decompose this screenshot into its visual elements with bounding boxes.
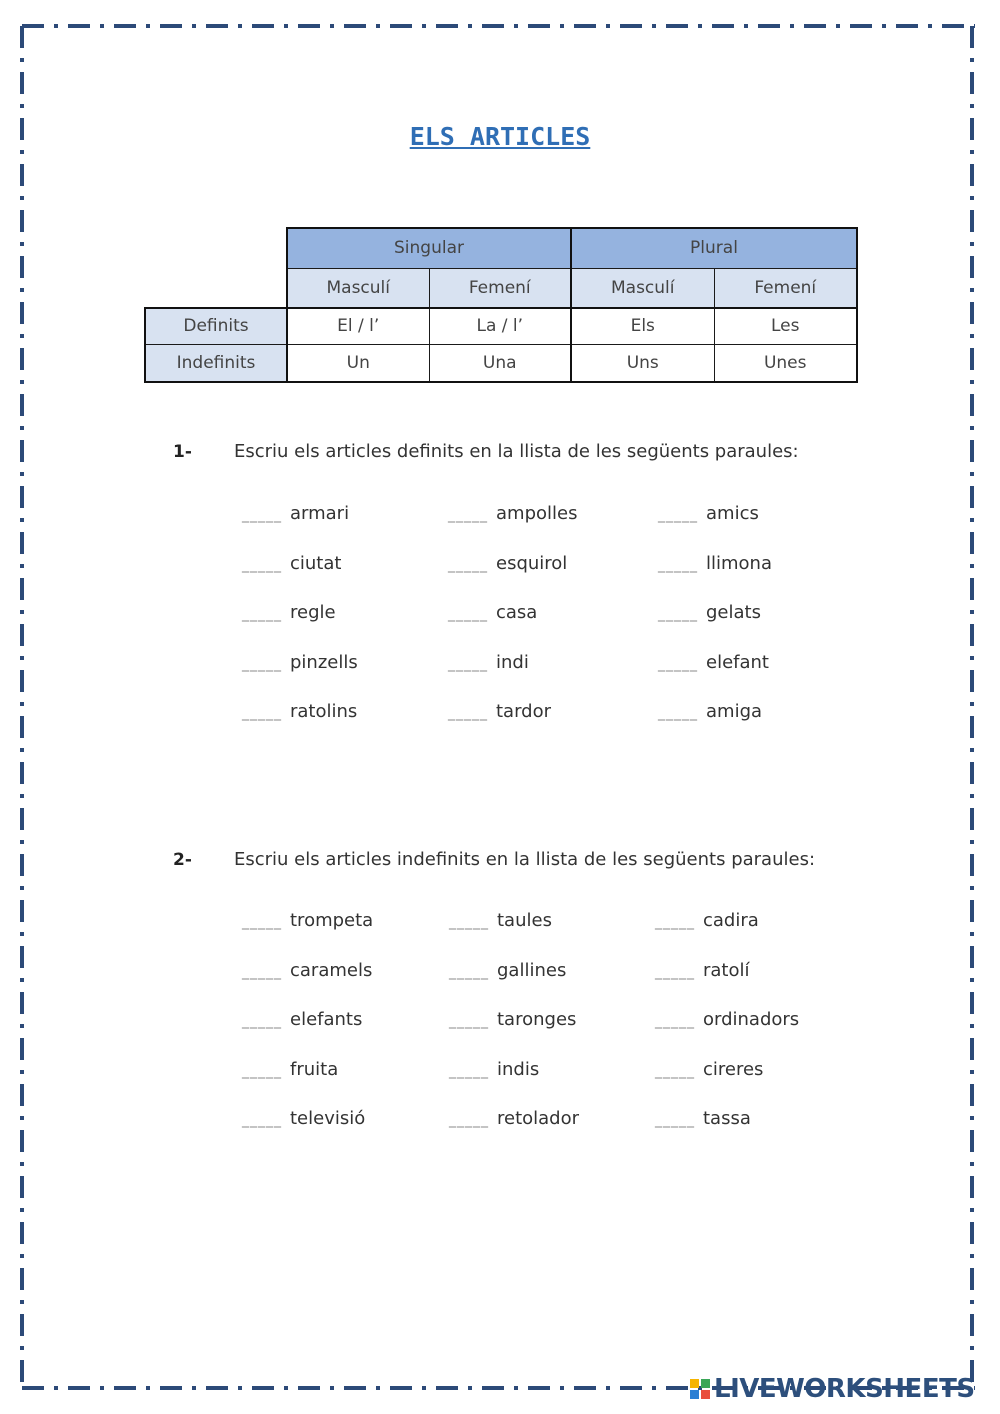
- answer-blank[interactable]: _____: [448, 606, 488, 622]
- word-item: [448, 503, 577, 524]
- word-item: [242, 910, 373, 931]
- brand-name: LIVEWORKSHEETS: [714, 1374, 975, 1404]
- word-label: gelats: [706, 602, 761, 623]
- answer-blank[interactable]: _____: [448, 655, 488, 672]
- liveworksheets-logo: [690, 1374, 975, 1404]
- word-label: casa: [496, 602, 538, 623]
- answer-blank[interactable]: _____: [449, 963, 489, 980]
- word-item: [658, 701, 762, 722]
- table-cell: Els: [571, 308, 714, 344]
- word-label: pinzells: [290, 651, 358, 673]
- table-cell: Uns: [571, 344, 714, 382]
- word-item: [242, 1108, 365, 1129]
- word-label: indis: [497, 1058, 540, 1080]
- word-item: [448, 602, 537, 623]
- word-item: [655, 910, 759, 931]
- page-title: ELS ARTICLES: [409, 122, 591, 151]
- row-label-definits: Definits: [145, 308, 287, 344]
- word-label: armari: [290, 503, 350, 524]
- word-label: elefant: [706, 651, 769, 673]
- answer-blank[interactable]: _____: [658, 606, 698, 622]
- word-item: [448, 701, 551, 722]
- word-item: [449, 1059, 539, 1080]
- answer-blank[interactable]: _____: [449, 1112, 489, 1128]
- word-label: regle: [290, 602, 336, 623]
- table-cell: La / l’: [429, 308, 571, 344]
- exercise-1-instruction: Escriu els articles definits en la llista de les següents paraules:: [234, 441, 799, 462]
- word-label: tardor: [496, 701, 552, 722]
- word-item: [242, 652, 358, 673]
- word-item: [448, 553, 567, 574]
- word-item: [658, 503, 759, 524]
- answer-blank[interactable]: _____: [658, 705, 698, 721]
- word-item: [242, 602, 336, 623]
- word-item: [449, 1108, 579, 1129]
- word-label: esquirol: [496, 552, 568, 574]
- answer-blank[interactable]: _____: [655, 1112, 695, 1128]
- word-item: [449, 1009, 576, 1030]
- word-item: [655, 1108, 751, 1129]
- word-label: ordinadors: [703, 1009, 800, 1030]
- word-item: [242, 701, 357, 722]
- answer-blank[interactable]: _____: [658, 655, 698, 672]
- word-label: televisió: [290, 1108, 366, 1129]
- answer-blank[interactable]: _____: [242, 963, 282, 980]
- answer-blank[interactable]: _____: [242, 655, 282, 672]
- word-label: caramels: [290, 959, 373, 981]
- exercise-2-instruction: Escriu els articles indefinits en la llista de les següents paraules:: [234, 849, 816, 870]
- answer-blank[interactable]: _____: [449, 1062, 489, 1079]
- answer-blank[interactable]: _____: [448, 705, 488, 721]
- answer-blank[interactable]: _____: [655, 1062, 695, 1079]
- word-label: indi: [496, 651, 529, 673]
- word-label: elefants: [290, 1009, 363, 1030]
- word-item: [655, 960, 750, 981]
- answer-blank[interactable]: _____: [242, 705, 282, 721]
- word-item: [242, 503, 349, 524]
- word-item: [242, 960, 372, 981]
- answer-blank[interactable]: _____: [655, 914, 695, 930]
- word-label: ciutat: [290, 552, 342, 574]
- header-singular: Singular: [287, 228, 571, 268]
- table-cell: Un: [287, 344, 429, 382]
- answer-blank[interactable]: _____: [658, 507, 698, 523]
- word-item: [242, 1059, 338, 1080]
- answer-blank[interactable]: _____: [242, 1013, 282, 1029]
- word-item: [655, 1009, 799, 1030]
- table-cell: Les: [714, 308, 857, 344]
- word-label: trompeta: [290, 910, 374, 931]
- answer-blank[interactable]: _____: [655, 1013, 695, 1029]
- exercise-2-number: 2-: [173, 850, 192, 870]
- word-label: retolador: [497, 1108, 580, 1129]
- word-label: tassa: [703, 1108, 751, 1129]
- word-label: ratolins: [290, 701, 358, 722]
- table-cell: Una: [429, 344, 571, 382]
- answer-blank[interactable]: _____: [242, 507, 282, 523]
- table-cell: El / l’: [287, 308, 429, 344]
- articles-table: [144, 227, 858, 383]
- answer-blank[interactable]: _____: [449, 914, 489, 930]
- table-cell: Unes: [714, 344, 857, 382]
- answer-blank[interactable]: _____: [658, 556, 698, 573]
- header-plural: Plural: [571, 228, 857, 268]
- word-item: [242, 1009, 362, 1030]
- word-item: [658, 602, 761, 623]
- word-item: [658, 553, 772, 574]
- word-label: cireres: [703, 1058, 764, 1080]
- logo-icon: [690, 1379, 710, 1399]
- answer-blank[interactable]: _____: [655, 963, 695, 980]
- subheader-cell: Masculí: [571, 268, 714, 308]
- word-label: ampolles: [496, 503, 578, 524]
- word-item: [449, 960, 566, 981]
- row-label-indefinits: Indefinits: [145, 344, 287, 382]
- word-label: cadira: [703, 910, 759, 931]
- answer-blank[interactable]: _____: [242, 606, 282, 622]
- word-item: [449, 910, 552, 931]
- answer-blank[interactable]: _____: [448, 556, 488, 573]
- word-item: [658, 652, 769, 673]
- subheader-cell: Femení: [714, 268, 857, 308]
- exercise-1-number: 1-: [173, 442, 192, 462]
- word-label: fruita: [290, 1058, 339, 1080]
- word-item: [448, 652, 529, 673]
- word-label: gallines: [497, 959, 567, 981]
- word-label: llimona: [706, 552, 772, 574]
- answer-blank[interactable]: _____: [448, 507, 488, 523]
- word-item: [242, 553, 341, 574]
- subheader-cell: Femení: [429, 268, 571, 308]
- answer-blank[interactable]: _____: [242, 556, 282, 573]
- subheader-cell: Masculí: [287, 268, 429, 308]
- answer-blank[interactable]: _____: [242, 914, 282, 930]
- word-label: taronges: [497, 1009, 577, 1030]
- answer-blank[interactable]: _____: [242, 1112, 282, 1128]
- word-label: taules: [497, 910, 552, 931]
- word-item: [655, 1059, 763, 1080]
- word-label: amics: [706, 503, 759, 524]
- answer-blank[interactable]: _____: [242, 1062, 282, 1079]
- answer-blank[interactable]: _____: [449, 1013, 489, 1029]
- word-label: ratolí: [703, 959, 750, 981]
- word-label: amiga: [706, 701, 763, 722]
